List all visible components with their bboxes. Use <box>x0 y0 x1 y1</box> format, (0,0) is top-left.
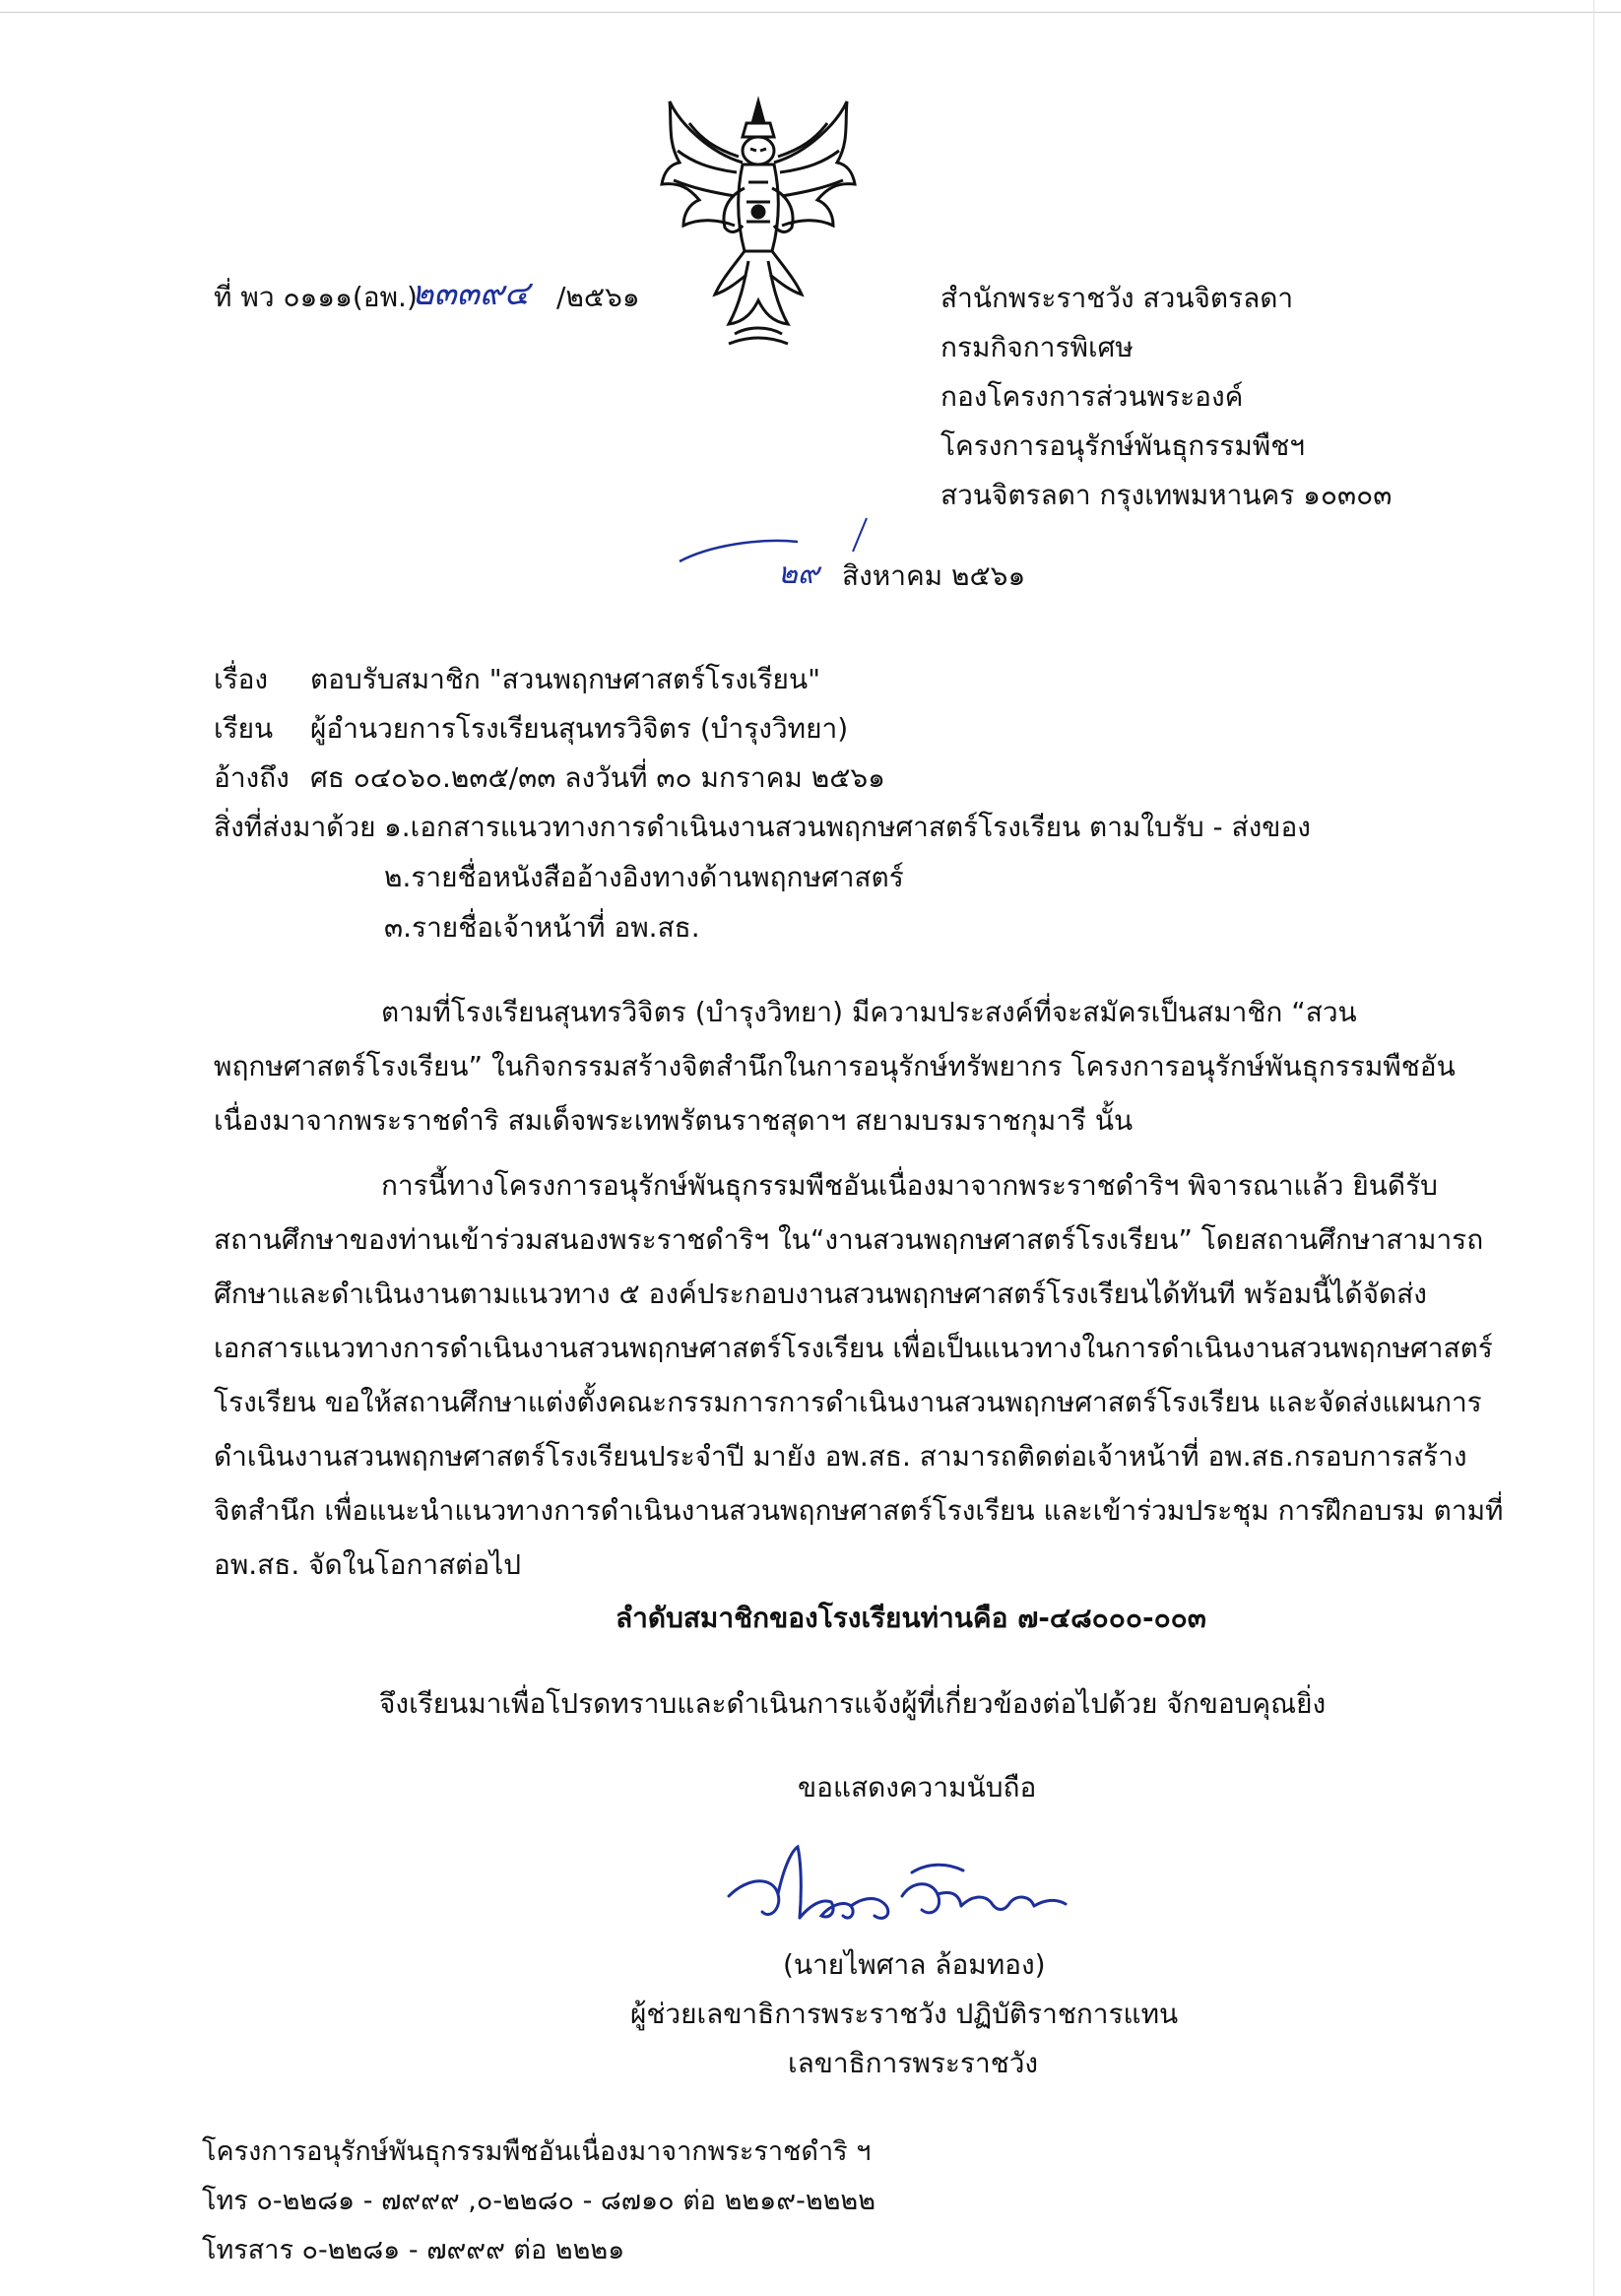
signatory-title-line2: เลขาธิการพระราชวัง <box>788 2047 1039 2079</box>
to-value: ผู้อำนวยการโรงเรียนสุนทรวิจิตร (บำรุงวิทยา) <box>310 712 849 745</box>
enclosure-item: ๒.รายชื่อหนังสืออ้างอิงทางด้านพฤกษศาสตร์ <box>384 861 904 893</box>
reference-label: อ้างถึง <box>214 761 290 794</box>
enclosure-item: ๓.รายชื่อเจ้าหน้าที่ อพ.สธ. <box>384 911 700 944</box>
handwritten-signature <box>719 1837 1113 1945</box>
enclosures-label: สิ่งที่ส่งมาด้วย <box>214 811 376 843</box>
signatory-name: (นายไพศาล ล้อมทอง) <box>783 1948 1046 1981</box>
subject-value: ตอบรับสมาชิก "สวนพฤกษศาสตร์โรงเรียน" <box>310 663 820 695</box>
reference-value: ศธ ๐๔๐๖๐.๒๓๕/๓๓ ลงวันที่ ๓๐ มกราคม ๒๕๖๑ <box>310 761 885 794</box>
paragraph-line: เอกสารแนวทางการดำเนินงานสวนพฤกษศาสตร์โรงเรียน เพื่อเป็นแนวทางในการดำเนินงานสวนพฤกษศาสตร์ <box>214 1332 1493 1364</box>
page-right-edge <box>1593 0 1594 2296</box>
body-paragraph-2 <box>214 1158 1504 1592</box>
member-number: ลำดับสมาชิกของโรงเรียนท่านคือ ๗-๔๘๐๐๐-๐๐๓ <box>616 1602 1206 1634</box>
closing-sentence: จึงเรียนมาเพื่อโปรดทราบและดำเนินการแจ้งผู้ที่เกี่ยวข้องต่อไปด้วย จักขอบคุณยิ่ง <box>379 1687 1327 1720</box>
footer-phone: โทร ๐-๒๒๘๑ - ๗๙๙๙ ,๐-๒๒๘๐ - ๘๗๑๐ ต่อ ๒๒๑๙-๒๒๒๒ <box>202 2186 876 2216</box>
sender-line: สำนักพระราชวัง สวนจิตรลดา <box>940 282 1294 314</box>
sender-line: สวนจิตรลดา กรุงเทพมหานคร ๑๐๓๐๓ <box>940 479 1393 511</box>
reference-suffix: /๒๕๖๑ <box>556 281 640 313</box>
paragraph-line: โรงเรียน ขอให้สถานศึกษาแต่งตั้งคณะกรรมการการดำเนินงานสวนพฤกษศาสตร์โรงเรียน และจัดส่งแผนการ <box>214 1386 1482 1418</box>
garuda-emblem-icon <box>650 94 867 350</box>
handwritten-date-day: ๒๙ <box>778 557 819 591</box>
paragraph-line: พฤกษศาสตร์โรงเรียน” ในกิจกรรมสร้างจิตสำนึกในการอนุรักษ์ทรัพยากร โครงการอนุรักษ์พันธุกรรมพืชอัน <box>214 1050 1456 1082</box>
sender-line: กองโครงการส่วนพระองค์ <box>940 380 1244 413</box>
signatory-title-line1: ผู้ช่วยเลขาธิการพระราชวัง ปฏิบัติราชการแทน <box>630 1998 1179 2030</box>
sender-line: กรมกิจการพิเศษ <box>940 331 1134 363</box>
paragraph-line: การนี้ทางโครงการอนุรักษ์พันธุกรรมพืชอันเนื่องมาจากพระราชดำริฯ พิจารณาแล้ว ยินดีรับ <box>381 1169 1438 1202</box>
subject-label: เรื่อง <box>214 663 269 695</box>
date-text: สิงหาคม ๒๕๖๑ <box>842 559 1026 592</box>
footer-office: โครงการอนุรักษ์พันธุกรรมพืชอันเนื่องมาจากพระราชดำริ ฯ <box>202 2136 872 2167</box>
to-label: เรียน <box>214 712 274 745</box>
paragraph-line: สถานศึกษาของท่านเข้าร่วมสนองพระราชดำริฯ ใน“งานสวนพฤกษศาสตร์โรงเรียน” โดยสถานศึกษาสามารถ <box>214 1223 1484 1256</box>
paragraph-line: จิตสำนึก เพื่อแนะนำแนวทางการดำเนินงานสวนพฤกษศาสตร์โรงเรียน และเข้าร่วมประชุม การฝึกอบรม ตามที่ <box>214 1494 1504 1527</box>
reference-prefix: ที่ พว ๐๑๑๑(อพ.) <box>214 281 418 313</box>
paragraph-line: ดำเนินงานสวนพฤกษศาสตร์โรงเรียนประจำปี มายัง อพ.สธ. สามารถติดต่อเจ้าหน้าที่ อพ.สธ.กรอบการสร้าง <box>214 1440 1467 1473</box>
paragraph-line: ตามที่โรงเรียนสุนทรวิจิตร (บำรุงวิทยา) มีความประสงค์ที่จะสมัครเป็นสมาชิก “สวน <box>381 996 1357 1028</box>
paragraph-line: อพ.สธ. จัดในโอกาสต่อไป <box>214 1548 522 1581</box>
page-top-edge <box>0 12 1621 13</box>
footer-fax: โทรสาร ๐-๒๒๘๑ - ๗๙๙๙ ต่อ ๒๒๒๑ <box>202 2235 625 2265</box>
handwritten-reference-number: ๒๓๓๙๔ <box>412 274 530 313</box>
body-paragraph-1 <box>214 985 1456 1148</box>
salutation: ขอแสดงความนับถือ <box>798 1771 1037 1804</box>
paragraph-line: เนื่องมาจากพระราชดำริ สมเด็จพระเทพรัตนราชสุดาฯ สยามบรมราชกุมารี นั้น <box>214 1104 1134 1137</box>
paragraph-line: ศึกษาและดำเนินงานตามแนวทาง ๕ องค์ประกอบงานสวนพฤกษศาสตร์โรงเรียนได้ทันที พร้อมนี้ได้จัดส่ง <box>214 1278 1427 1310</box>
enclosure-item: ๑.เอกสารแนวทางการดำเนินงานสวนพฤกษศาสตร์โรงเรียน ตามใบรับ - ส่งของ <box>384 811 1311 843</box>
sender-line: โครงการอนุรักษ์พันธุกรรมพืชฯ <box>940 429 1305 462</box>
